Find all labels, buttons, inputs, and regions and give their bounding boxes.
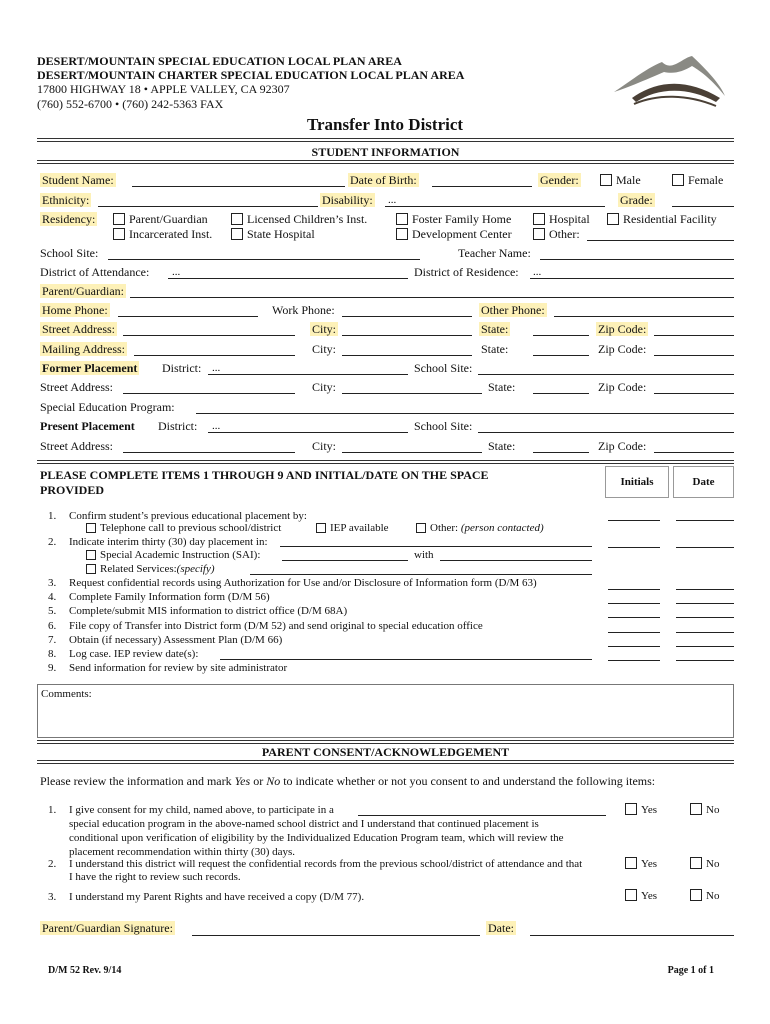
item-5-text: Complete/submit MIS information to district office (D/M 68A) [69,605,348,617]
special-ed-program-label: Special Education Program: [40,400,175,414]
interim-placement-field[interactable] [280,546,592,547]
section-divider [37,460,734,464]
item-5-number: 5. [48,605,57,617]
comments-box[interactable] [37,684,734,738]
female-label: Female [688,173,724,187]
date-field-5[interactable] [676,617,734,618]
mailing-city-field[interactable] [342,355,472,356]
consent-1-line-2: special education program in the above-named school district and I understand that continued placement is [69,818,539,830]
consent-intro: Please review the information and mark Yes or No to indicate whether or not you consent to and understand the following items: [40,774,656,788]
item-3-text: Request confidential records using Authorization for Use and/or Disclosure of Information form (D/M 63) [69,577,537,589]
res-hospital-label: Hospital [549,212,590,226]
other-phone-field[interactable] [554,316,734,317]
district-attendance-label: District of Attendance: [40,265,150,279]
yes-label: Yes [641,858,658,870]
initials-field-7[interactable] [608,646,660,647]
former-state-label: State: [488,380,516,394]
no-label: No [706,890,720,902]
res-residential-label: Residential Facility [623,212,717,226]
former-city-label: City: [312,380,337,394]
consent-3-number: 3. [48,891,57,903]
item-2-number: 2. [48,536,57,548]
signature-label: Parent/Guardian Signature: [42,921,173,935]
other-contact-checkbox[interactable] [416,521,544,535]
home-phone-label: Home Phone: [42,303,108,317]
present-city-field[interactable] [342,452,482,453]
student-name-label: Student Name: [42,173,114,187]
street-address-field[interactable] [123,335,295,336]
related-services-label: Related Services: [100,563,177,575]
disability-value: ... [388,194,397,206]
ethnicity-label: Ethnicity: [42,193,90,207]
initials-field-8[interactable] [608,660,660,661]
zip-label: Zip Code: [598,322,647,336]
item-6-number: 6. [48,620,57,632]
header-line-2: DESERT/MOUNTAIN CHARTER SPECIAL EDUCATION LOCAL PLAN AREA [37,68,465,82]
initials-header: Initials [620,476,654,488]
with-label: with [414,549,434,561]
res-parent-checkbox[interactable] [113,212,208,226]
mailing-city-label: City: [312,342,337,356]
consent-2-no-checkbox[interactable] [690,857,719,871]
present-zip-field[interactable] [654,452,734,453]
former-district-label: District: [162,361,202,375]
consent-2-line-2: I have the right to review such records. [69,871,241,883]
no-label: No [706,804,720,816]
yes-label: Yes [641,804,658,816]
district-attendance-value: ... [172,266,181,278]
former-district-field[interactable] [208,374,408,375]
telephone-label: Telephone call to previous school/district [100,522,282,534]
section-divider [37,740,734,744]
zip-field[interactable] [654,335,734,336]
grade-field[interactable] [672,206,734,207]
mailing-address-field[interactable] [134,355,295,356]
street-address-label: Street Address: [42,322,115,336]
former-zip-label: Zip Code: [598,380,647,394]
residency-label: Residency: [42,212,96,226]
ethnicity-field[interactable] [98,206,318,207]
item-7-number: 7. [48,634,57,646]
male-label: Male [616,173,641,187]
district-residence-value: ... [533,266,542,278]
teacher-name-label: Teacher Name: [458,246,531,260]
item-1-number: 1. [48,510,57,522]
present-zip-label: Zip Code: [598,439,647,453]
dob-label: Date of Birth: [350,173,417,187]
mailing-zip-field[interactable] [654,355,734,356]
teacher-name-field[interactable] [540,259,734,260]
special-ed-program-field[interactable] [196,413,734,414]
other-phone-label: Other Phone: [481,303,545,317]
res-state-hospital-checkbox[interactable] [231,227,315,241]
consent-1-line-1: I give consent for my child, named above, to participate in a [69,804,334,816]
item-9-text: Send information for review by site administrator [69,662,288,674]
date-field-6[interactable] [676,632,734,633]
res-licensed-checkbox[interactable] [231,212,367,226]
state-field[interactable] [533,335,589,336]
res-other-label: Other: [549,227,580,241]
state-label: State: [481,322,509,336]
student-name-field[interactable] [132,186,345,187]
res-licensed-label: Licensed Children’s Inst. [247,212,368,226]
former-school-site-label: School Site: [414,361,473,375]
disability-field[interactable] [385,206,605,207]
related-services-checkbox[interactable] [86,562,215,576]
gender-label: Gender: [540,173,579,187]
res-incarcerated-label: Incarcerated Inst. [129,227,213,241]
former-street-field[interactable] [123,393,295,394]
present-district-field[interactable] [208,432,408,433]
city-field[interactable] [342,335,472,336]
initials-field-4[interactable] [608,603,660,604]
header-line-1: DESERT/MOUNTAIN SPECIAL EDUCATION LOCAL PLAN AREA [37,54,402,68]
res-residential-checkbox[interactable] [607,212,717,226]
other-contact-label: Other: [430,522,459,534]
no-label: No [706,858,720,870]
res-dev-center-checkbox[interactable] [396,227,512,241]
consent-2-number: 2. [48,858,57,870]
mailing-address-label: Mailing Address: [42,342,125,356]
initials-field-5[interactable] [608,617,660,618]
initials-field-6[interactable] [608,632,660,633]
present-school-site-field[interactable] [478,432,734,433]
related-services-field[interactable] [250,574,592,575]
mailing-state-label: State: [481,342,509,356]
section-divider [37,160,734,164]
initials-field-2[interactable] [608,547,660,548]
consent-heading: PARENT CONSENT/ACKNOWLEDGEMENT [261,745,510,759]
res-incarcerated-checkbox[interactable] [113,227,212,241]
district-attendance-field[interactable] [168,278,408,279]
former-school-site-field[interactable] [478,374,734,375]
iep-available-checkbox[interactable] [316,521,389,535]
district-residence-label: District of Residence: [414,265,519,279]
other-contact-note: (person contacted) [460,522,544,534]
signature-date-label: Date: [488,921,514,935]
consent-3-no-checkbox[interactable] [690,889,719,903]
item-6-text: File copy of Transfer into District form (D/M 52) and send original to special education office [69,620,483,632]
comments-label: Comments: [41,688,92,700]
item-4-text: Complete Family Information form (D/M 56) [69,591,270,603]
section-divider [37,760,734,764]
section-divider [37,138,734,142]
grade-label: Grade: [620,193,653,207]
res-other-field[interactable] [587,240,734,241]
consent-1-no-checkbox[interactable] [690,803,719,817]
date-header: Date [692,476,715,488]
former-street-label: Street Address: [40,380,113,394]
present-city-label: City: [312,439,337,453]
checklist-heading: PLEASE COMPLETE ITEMS 1 THROUGH 9 AND INITIAL/DATE ON THE SPACE [40,468,489,482]
school-site-label: School Site: [40,246,99,260]
page-number: Page 1 of 1 [667,965,714,976]
sai-field[interactable] [282,560,408,561]
res-parent-label: Parent/Guardian [129,212,208,226]
present-street-label: Street Address: [40,439,113,453]
present-state-field[interactable] [533,452,589,453]
signature-date-field[interactable] [530,935,734,936]
consent-3-line-1: I understand my Parent Rights and have received a copy (D/M 77). [69,891,365,903]
dob-field[interactable] [432,186,532,187]
disability-label: Disability: [322,193,373,207]
home-phone-field[interactable] [118,316,258,317]
res-state-hospital-label: State Hospital [247,227,315,241]
present-street-field[interactable] [123,452,295,453]
district-residence-field[interactable] [530,278,734,279]
initials-field-1[interactable] [608,520,660,521]
parent-guardian-label: Parent/Guardian: [42,284,124,298]
item-8-number: 8. [48,648,57,660]
header-address: 17800 HIGHWAY 18 • APPLE VALLEY, CA 92307 [37,82,290,96]
mountain-logo-icon [612,50,727,110]
work-phone-label: Work Phone: [272,303,335,317]
date-field-2[interactable] [676,547,734,548]
telephone-checkbox[interactable] [86,521,281,535]
present-district-label: District: [158,419,198,433]
date-field-3[interactable] [676,589,734,590]
signature-field[interactable] [192,935,480,936]
iep-available-label: IEP available [330,522,389,534]
present-state-label: State: [488,439,516,453]
present-school-site-label: School Site: [414,419,473,433]
checklist-heading-line2: PROVIDED [40,483,105,497]
res-other-checkbox[interactable] [533,227,580,241]
item-3-number: 3. [48,577,57,589]
header-phone: (760) 552-6700 • (760) 242-5363 FAX [37,97,224,111]
iep-review-date-field[interactable] [220,659,592,660]
consent-1-line-3: conditional upon verification of eligibility by the Individualized Education Program team, which will review the [69,832,564,844]
consent-1-yes-checkbox[interactable] [625,803,657,817]
consent-2-line-1: I understand this district will request the confidential records from the previous school/district of attendance and that [69,858,583,870]
res-dev-center-label: Development Center [412,227,512,241]
sai-with-field[interactable] [440,560,592,561]
consent-1-line-4: placement recommendation within thirty (30) days. [69,846,296,858]
related-services-note: (specify) [176,563,215,575]
student-info-heading: STUDENT INFORMATION [311,145,460,159]
item-4-number: 4. [48,591,57,603]
consent-3-yes-checkbox[interactable] [625,889,657,903]
res-foster-label: Foster Family Home [412,212,512,226]
sai-checkbox[interactable] [86,548,260,562]
mailing-state-field[interactable] [533,355,589,356]
item-1-text: Confirm student’s previous educational placement by: [69,510,307,522]
present-district-value: ... [212,420,221,432]
work-phone-field[interactable] [342,316,472,317]
parent-guardian-field[interactable] [130,297,734,298]
date-field-4[interactable] [676,603,734,604]
consent-2-yes-checkbox[interactable] [625,857,657,871]
female-checkbox[interactable] [672,173,723,187]
male-checkbox[interactable] [600,173,641,187]
school-site-field[interactable] [108,259,420,260]
sai-label: Special Academic Instruction (SAI): [100,549,261,561]
item-7-text: Obtain (if necessary) Assessment Plan (D/M 66) [69,634,283,646]
date-field-1[interactable] [676,520,734,521]
res-hospital-checkbox[interactable] [533,212,590,226]
item-2-text: Indicate interim thirty (30) day placement in: [69,536,268,548]
former-district-value: ... [212,362,221,374]
item-9-number: 9. [48,662,57,674]
former-state-field[interactable] [533,393,589,394]
res-foster-checkbox[interactable] [396,212,511,226]
date-field-7[interactable] [676,646,734,647]
mailing-zip-label: Zip Code: [598,342,647,356]
initials-field-3[interactable] [608,589,660,590]
yes-label: Yes [641,890,658,902]
former-zip-field[interactable] [654,393,734,394]
city-label: City: [312,322,337,336]
former-placement-label: Former Placement [42,361,138,375]
consent-program-field[interactable] [358,815,606,816]
former-city-field[interactable] [342,393,482,394]
page-title: Transfer Into District [306,115,464,134]
item-8-text: Log case. IEP review date(s): [69,648,199,660]
consent-1-number: 1. [48,804,57,816]
form-id: D/M 52 Rev. 9/14 [48,965,122,976]
present-placement-label: Present Placement [40,419,135,433]
date-field-8[interactable] [676,660,734,661]
